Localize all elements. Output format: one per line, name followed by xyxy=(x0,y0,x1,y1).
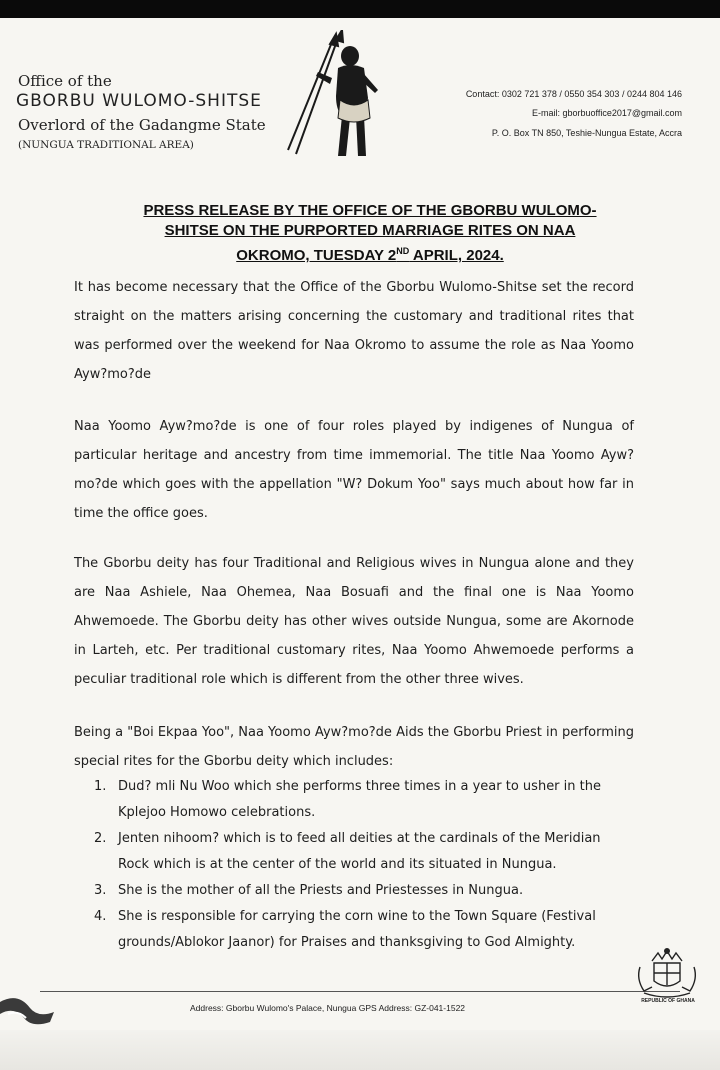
list-item-text: She is the mother of all the Priests and Priestesses in Nungua. xyxy=(118,883,524,898)
list-item-text: Jenten nihoom? which is to feed all deities at the cardinals of the Meridian Rock which is at the center of the world and its situated in Nungua. xyxy=(118,831,601,872)
top-dark-border xyxy=(0,0,720,18)
list-item-number: 1. xyxy=(94,779,107,794)
list-item xyxy=(94,904,634,956)
overlord-line: Overlord of the Gadangme State xyxy=(18,116,266,134)
list-item-text: Dud? mli Nu Woo which she performs three times in a year to usher in the Kplejoo Homowo celebrations. xyxy=(118,779,601,820)
list-item xyxy=(94,774,634,826)
office-of-the-line: Office of the xyxy=(18,72,112,90)
contact-phone-line: Contact: 0302 721 378 / 0550 354 303 / 0244 804 146 xyxy=(465,89,682,99)
footer-divider xyxy=(40,991,680,992)
title-line-3-end: APRIL, 2024. xyxy=(409,247,504,264)
title-line-3-date: OKROMO, TUESDAY 2 xyxy=(236,247,397,264)
list-item-text: She is responsible for carrying the corn wine to the Town Square (Festival grounds/Ablokor Jaanor) for Praises and thanksgiving to God Almighty. xyxy=(118,909,596,950)
list-item xyxy=(94,878,634,904)
list-item xyxy=(94,826,634,878)
list-item-number: 2. xyxy=(94,831,107,846)
paragraph-record-straight: It has become necessary that the Office of the Gborbu Wulomo-Shitse set the record straight on the matters arising concerning the customary and traditional rites that was performed over the weekend for Naa Okromo to assume the role as Naa Yoomo Ayw?mo?de xyxy=(74,280,634,382)
contact-email-line: E-mail: gborbuoffice2017@gmail.com xyxy=(531,108,682,118)
warrior-with-spears-emblem-icon xyxy=(280,30,400,170)
ribbon-flag-icon xyxy=(0,988,60,1030)
gborbu-wulomo-shitse-heading: GBORBU WULOMO-SHITSE xyxy=(16,91,262,111)
paragraph-boi-ekpaa-yoo: Being a "Boi Ekpaa Yoo", Naa Yoomo Ayw?mo?de Aids the Gborbu Priest in performing special rites for the Gborbu deity which includes: xyxy=(74,725,635,769)
press-release-title xyxy=(60,201,680,266)
list-item-number: 3. xyxy=(94,883,107,898)
paragraph-four-roles: Naa Yoomo Ayw?mo?de is one of four roles played by indigenes of Nungua of particular heritage and ancestry from time immemorial. The title Naa Yoomo Ayw?mo?de which goes with the appellation "W? Dokum Yoo" says much about how far in time the office goes. xyxy=(74,419,634,521)
list-item-number: 4. xyxy=(94,909,107,924)
footer-address: Address: Gborbu Wulomo's Palace, Nungua GPS Address: GZ-041-1522 xyxy=(190,1003,466,1013)
title-ordinal-suffix: ND xyxy=(396,246,410,256)
traditional-area-line: (NUNGUA TRADITIONAL AREA) xyxy=(18,139,194,151)
contact-po-box-line: P. O. Box TN 850, Teshie-Nungua Estate, Accra xyxy=(491,128,682,138)
title-line-1: PRESS RELEASE BY THE OFFICE OF THE GBORBU WULOMO- xyxy=(143,202,597,219)
page-bottom-shadow xyxy=(0,1030,720,1070)
ghana-coat-of-arms-icon xyxy=(630,945,704,1005)
rites-list xyxy=(94,774,634,956)
paragraph-four-wives: The Gborbu deity has four Traditional and Religious wives in Nungua alone and they are Naa Ashiele, Naa Ohemea, Naa Bosuafi and the final one is Naa Yoomo Ahwemoede. The Gborbu deity has other wives outside Nungua, some are Akornode in Larteh, etc. Per traditional customary rites, Naa Yoomo Ahwemoede performs a peculiar traditional role which is different from the other three wives. xyxy=(74,556,634,687)
title-line-3 xyxy=(60,241,680,266)
title-line-2: SHITSE ON THE PURPORTED MARRIAGE RITES ON NAA xyxy=(164,222,576,239)
republic-of-ghana-caption: REPUBLIC OF GHANA xyxy=(641,998,695,1004)
